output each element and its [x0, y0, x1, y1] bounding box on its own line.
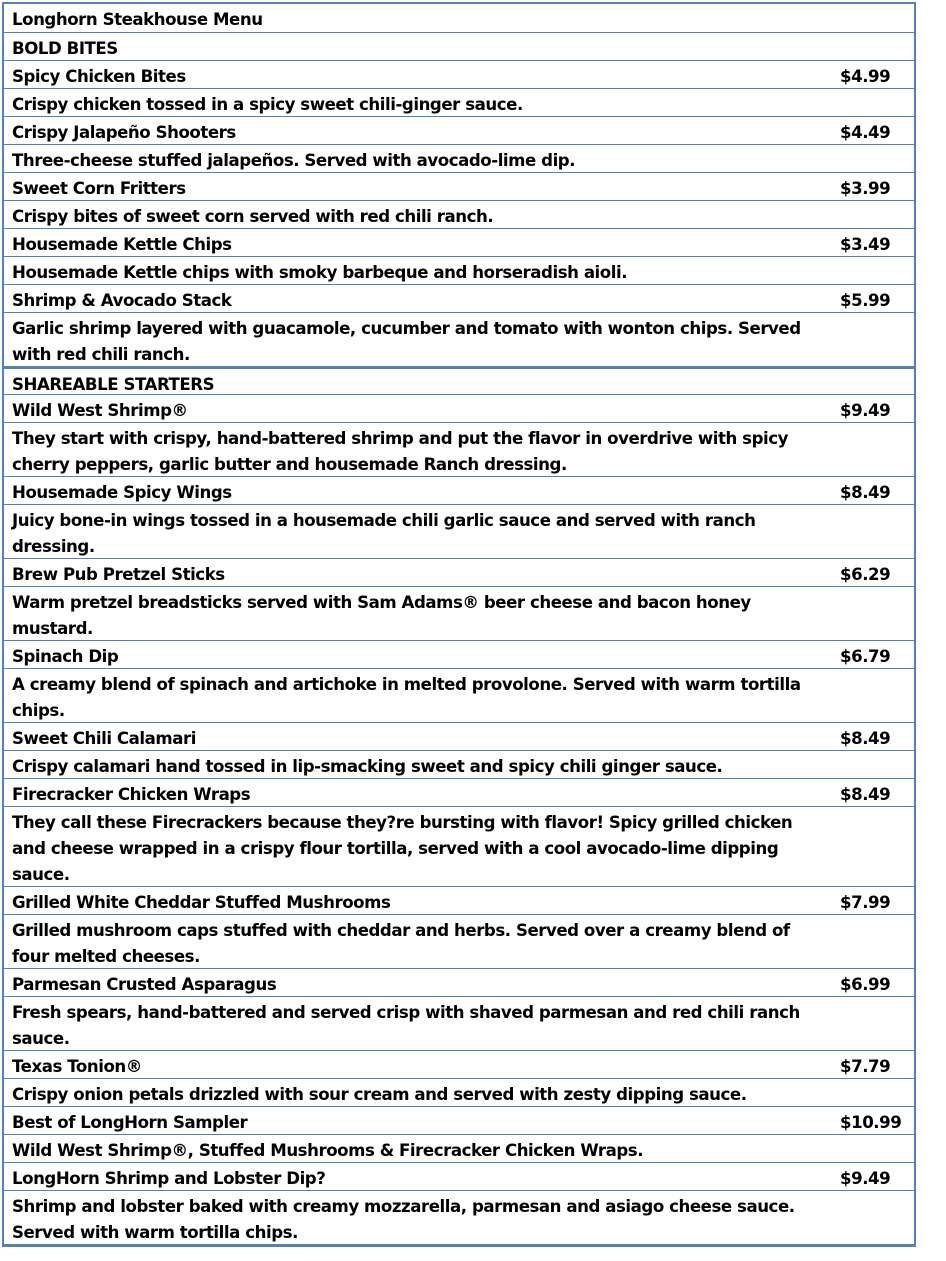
item-price: $8.49 — [840, 483, 891, 502]
item-row — [4, 968, 914, 996]
item-description-row — [4, 1078, 914, 1106]
section-heading: SHAREABLE STARTERS — [12, 375, 215, 394]
item-row — [4, 476, 914, 504]
item-description-row — [4, 1190, 914, 1244]
item-description: Warm pretzel breadsticks served with Sam Adams® beer cheese and bacon honey mustard. — [12, 593, 751, 638]
item-description-row — [4, 422, 914, 476]
item-description: Crispy chicken tossed in a spicy sweet chili-ginger sauce. — [12, 95, 523, 114]
item-description-row — [4, 914, 914, 968]
menu-title-row — [4, 4, 914, 32]
item-description-row — [4, 668, 914, 722]
item-description-row — [4, 256, 914, 284]
item-price: $9.49 — [840, 401, 891, 420]
item-description: Crispy bites of sweet corn served with red chili ranch. — [12, 207, 494, 226]
item-name: Brew Pub Pretzel Sticks — [12, 565, 225, 584]
item-name: Wild West Shrimp® — [12, 401, 188, 420]
item-description-row — [4, 88, 914, 116]
item-name: Sweet Chili Calamari — [12, 729, 196, 748]
item-description-row — [4, 504, 914, 558]
item-name: Grilled White Cheddar Stuffed Mushrooms — [12, 893, 391, 912]
item-description-row — [4, 144, 914, 172]
item-description-row — [4, 312, 914, 366]
item-row — [4, 394, 914, 422]
item-description: Garlic shrimp layered with guacamole, cucumber and tomato with wonton chips. Served with red chili ranch. — [12, 319, 801, 364]
item-price: $6.99 — [840, 975, 891, 994]
item-description: Crispy onion petals drizzled with sour cream and served with zesty dipping sauce. — [12, 1085, 747, 1104]
item-name: Housemade Kettle Chips — [12, 235, 232, 254]
item-price: $6.29 — [840, 565, 891, 584]
item-description: Shrimp and lobster baked with creamy mozzarella, parmesan and asiago cheese sauce. Served with warm tortilla chips. — [12, 1197, 795, 1242]
item-name: Shrimp & Avocado Stack — [12, 291, 232, 310]
item-name: Parmesan Crusted Asparagus — [12, 975, 277, 994]
item-row — [4, 1050, 914, 1078]
item-row — [4, 640, 914, 668]
item-row — [4, 60, 914, 88]
item-description: Housemade Kettle chips with smoky barbeque and horseradish aioli. — [12, 263, 628, 282]
section-heading-row — [4, 32, 914, 60]
item-name: Firecracker Chicken Wraps — [12, 785, 251, 804]
item-name: Sweet Corn Fritters — [12, 179, 186, 198]
item-description-row — [4, 996, 914, 1050]
item-row — [4, 1162, 914, 1190]
item-row — [4, 722, 914, 750]
item-name: LongHorn Shrimp and Lobster Dip? — [12, 1169, 326, 1188]
item-row — [4, 886, 914, 914]
item-name: Spicy Chicken Bites — [12, 67, 186, 86]
item-description: Fresh spears, hand-battered and served crisp with shaved parmesan and red chili ranch sauce. — [12, 1003, 800, 1048]
item-description: Juicy bone-in wings tossed in a housemade chili garlic sauce and served with ranch dressing. — [12, 511, 756, 556]
item-price: $8.49 — [840, 785, 891, 804]
menu-table — [2, 2, 916, 1247]
section-heading: BOLD BITES — [12, 39, 118, 58]
item-price: $6.79 — [840, 647, 891, 666]
item-row — [4, 228, 914, 256]
item-price: $4.49 — [840, 123, 891, 142]
item-name: Housemade Spicy Wings — [12, 483, 232, 502]
item-description-row — [4, 200, 914, 228]
item-price: $3.49 — [840, 235, 891, 254]
item-row — [4, 778, 914, 806]
item-price: $8.49 — [840, 729, 891, 748]
item-price: $9.49 — [840, 1169, 891, 1188]
item-row — [4, 558, 914, 586]
section-heading-row — [4, 366, 914, 394]
item-description: A creamy blend of spinach and artichoke in melted provolone. Served with warm tortilla chips. — [12, 675, 801, 720]
menu-title: Longhorn Steakhouse Menu — [12, 10, 263, 29]
item-description-row — [4, 750, 914, 778]
item-description: Three-cheese stuffed jalapeños. Served with avocado-lime dip. — [12, 151, 576, 170]
item-name: Best of LongHorn Sampler — [12, 1113, 248, 1132]
item-row — [4, 284, 914, 312]
item-price: $10.99 — [840, 1113, 902, 1132]
item-row — [4, 172, 914, 200]
item-description: They call these Firecrackers because they?re bursting with flavor! Spicy grilled chicken and cheese wrapped in a crispy flour tortilla, served with a cool avocado-lime dipping sauce. — [12, 813, 793, 884]
item-price: $7.79 — [840, 1057, 891, 1076]
item-description-row — [4, 1134, 914, 1162]
item-name: Texas Tonion® — [12, 1057, 142, 1076]
item-description: Wild West Shrimp®, Stuffed Mushrooms & Firecracker Chicken Wraps. — [12, 1141, 644, 1160]
item-row — [4, 1106, 914, 1134]
item-name: Spinach Dip — [12, 647, 119, 666]
item-description: Grilled mushroom caps stuffed with cheddar and herbs. Served over a creamy blend of four melted cheeses. — [12, 921, 790, 966]
item-description: They start with crispy, hand-battered shrimp and put the flavor in overdrive with spicy cherry peppers, garlic butter and housemade Ranch dressing. — [12, 429, 789, 474]
item-description-row — [4, 586, 914, 640]
item-price: $3.99 — [840, 179, 891, 198]
item-row — [4, 116, 914, 144]
item-description: Crispy calamari hand tossed in lip-smacking sweet and spicy chili ginger sauce. — [12, 757, 723, 776]
item-description-row — [4, 806, 914, 886]
item-price: $4.99 — [840, 67, 891, 86]
item-price: $5.99 — [840, 291, 891, 310]
item-price: $7.99 — [840, 893, 891, 912]
item-name: Crispy Jalapeño Shooters — [12, 123, 236, 142]
